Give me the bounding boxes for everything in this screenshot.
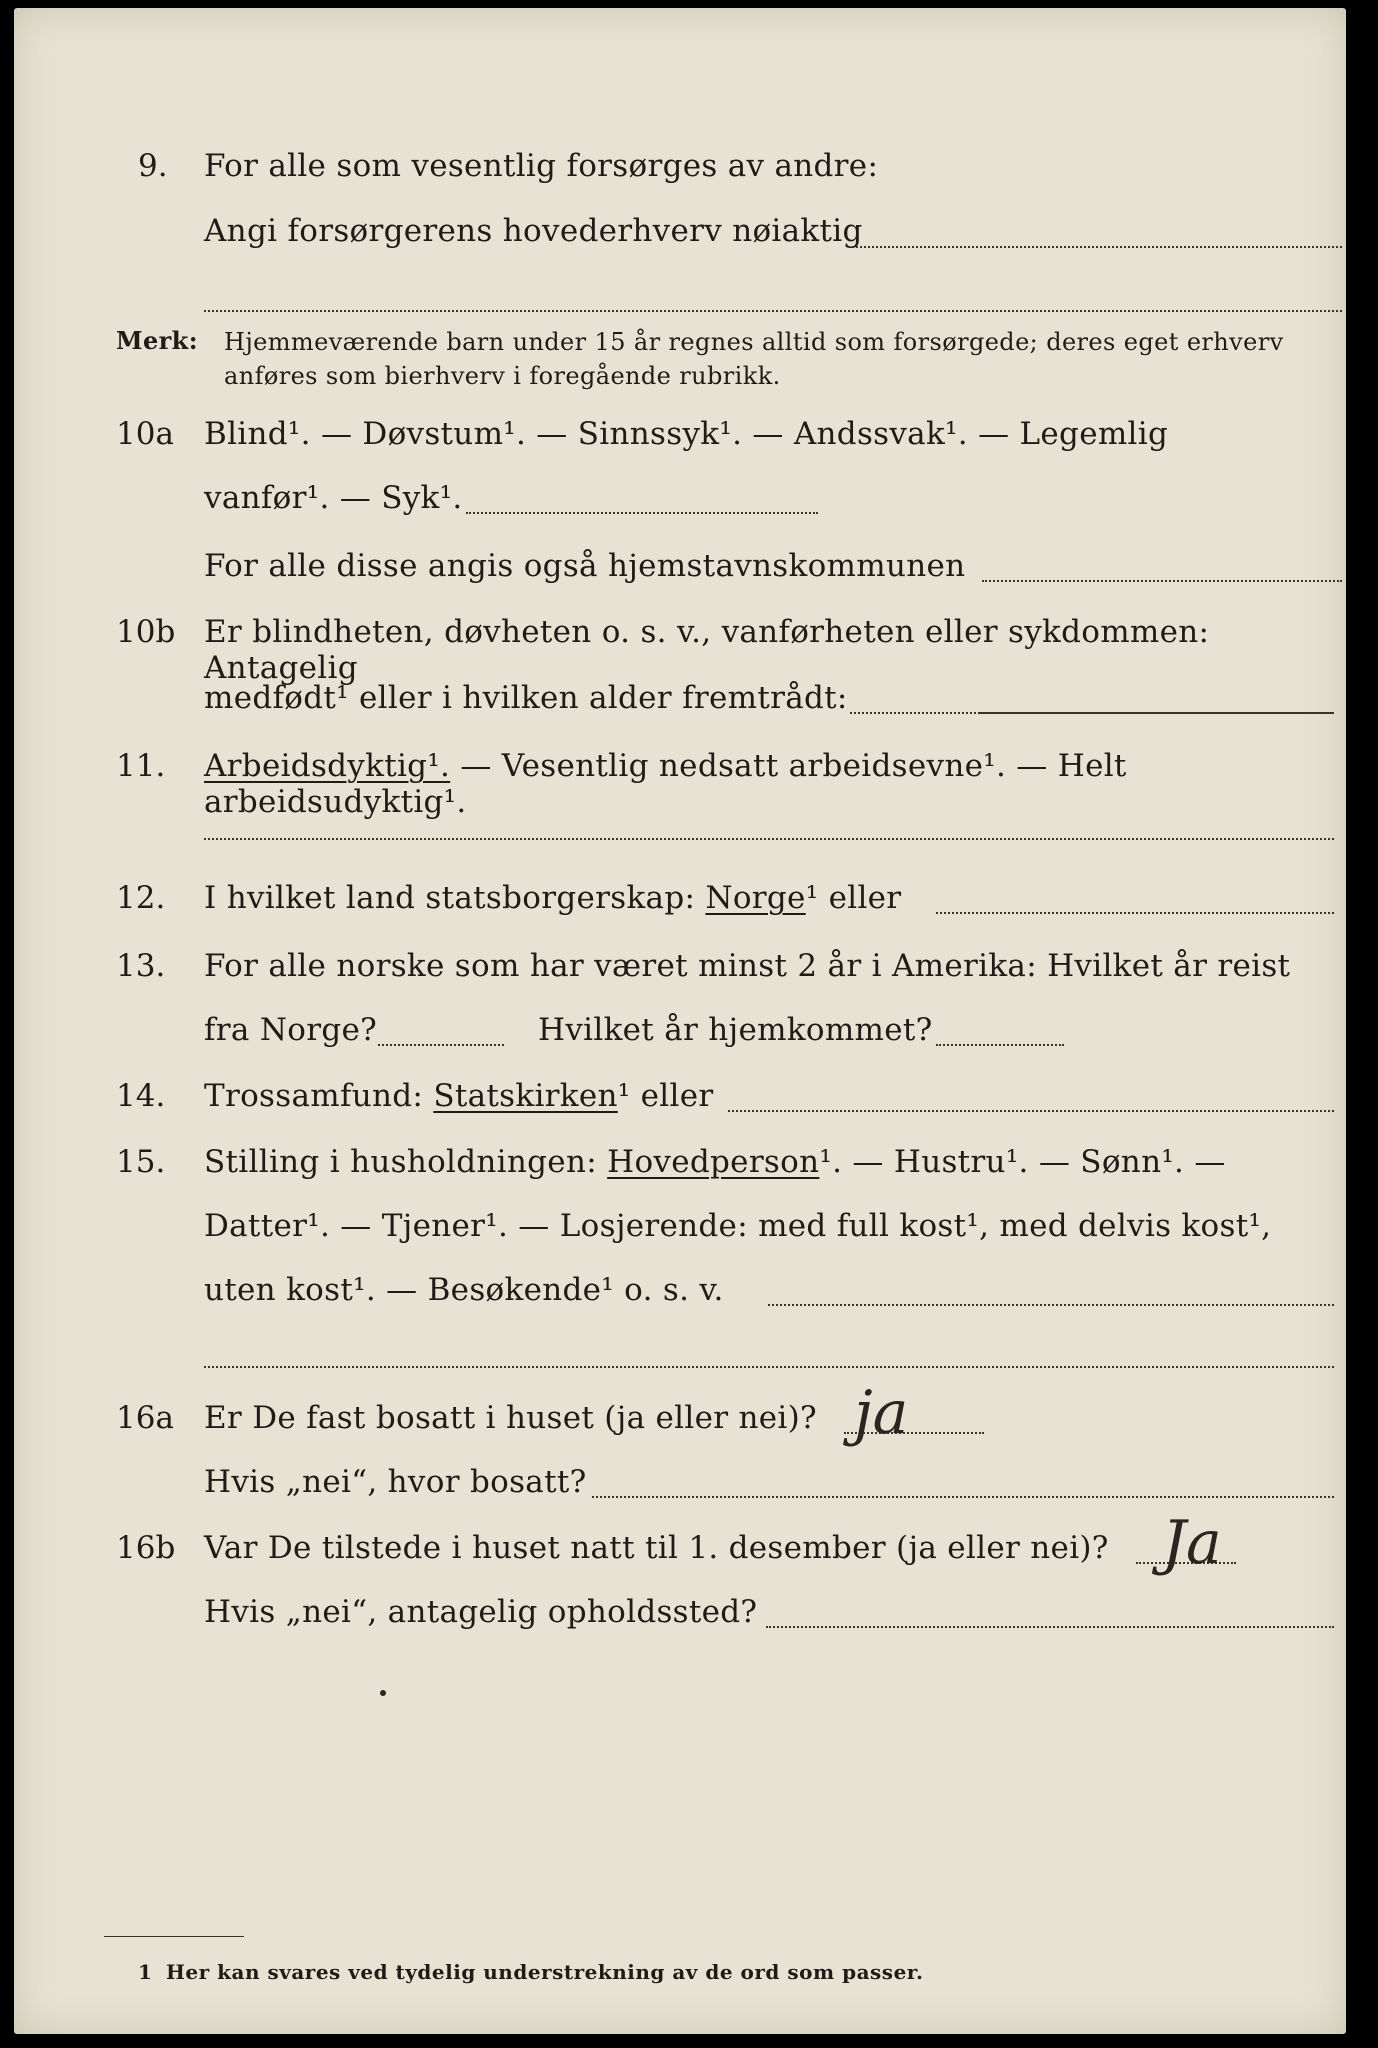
- q15-answer-line[interactable]: [768, 1304, 1334, 1306]
- q13-number: 13.: [116, 948, 166, 984]
- q11-options-rest: — Vesentlig nedsatt arbeidsevne¹. — Helt arbeidsudyktig¹.: [204, 748, 1127, 820]
- q10a-question-line2: vanfør¹. — Syk¹.: [204, 480, 463, 516]
- q12-post: ¹ eller: [805, 880, 902, 916]
- merk-line1: Hjemmeværende barn under 15 år regnes alltid som forsørgede; deres eget erhverv: [224, 328, 1284, 356]
- q14-pre: Trossamfund:: [204, 1078, 434, 1114]
- q15-answer-line-2[interactable]: [204, 1366, 1334, 1368]
- q10a-number: 10a: [116, 416, 174, 452]
- q15-question-line2: Datter¹. — Tjener¹. — Losjerende: med full kost¹, med delvis kost¹,: [204, 1208, 1272, 1244]
- q14-option-statskirken[interactable]: Statskirken: [433, 1078, 618, 1114]
- q15-line1-pre: Stilling i husholdningen:: [204, 1144, 608, 1180]
- q12-pre: I hvilket land statsborgerskap:: [204, 880, 706, 916]
- merk-label: Merk:: [116, 326, 198, 355]
- q16a-question-line1: Er De fast bosatt i huset (ja eller nei)?: [204, 1400, 817, 1436]
- q14-answer-line[interactable]: [728, 1110, 1334, 1112]
- q10b-answer-line[interactable]: [980, 712, 1334, 714]
- q9-answer-line-2[interactable]: [204, 310, 1342, 312]
- q13-reist-answer-line[interactable]: [378, 1044, 504, 1046]
- q16b-handwritten-answer: Ja: [1162, 1508, 1222, 1578]
- q15-number: 15.: [116, 1144, 166, 1180]
- q9-question-line2: Angi forsørgerens hovederhverv nøiaktig: [204, 213, 863, 249]
- q11-number: 11.: [116, 748, 166, 784]
- q13-hjemkommet-answer-line[interactable]: [936, 1044, 1064, 1046]
- q9-number: 9.: [138, 148, 168, 184]
- merk-line2: anføres som bierhverv i foregående rubrikk.: [224, 362, 781, 390]
- q16b-question-line2: Hvis „nei“, antagelig opholdssted?: [204, 1594, 758, 1630]
- q10a-hjemstavn-line[interactable]: [982, 580, 1342, 582]
- q11-option-arbeidsdyktig[interactable]: Arbeidsdyktig¹.: [204, 748, 451, 784]
- q13-question-line1: For alle norske som har været minst 2 år i Amerika: Hvilket år reist: [204, 948, 1291, 984]
- q16a-handwritten-answer: ja: [854, 1378, 909, 1448]
- q10a-answer-line[interactable]: [466, 512, 818, 514]
- paper-sheet: [14, 8, 1346, 2034]
- q15-question-line1: [204, 1144, 1226, 1180]
- footnote-text: Her kan svares ved tydelig understrekning av de ord som passer.: [166, 1960, 924, 1984]
- q10a-question-line1: Blind¹. — Døvstum¹. — Sinnssyk¹. — Andssvak¹. — Legemlig: [204, 416, 1169, 452]
- q10b-question-line1: Er blindheten, døvheten o. s. v., vanførheten eller sykdommen: Antagelig: [204, 614, 1210, 686]
- q16b-question-line1: Var De tilstede i huset natt til 1. desember (ja eller nei)?: [204, 1530, 1109, 1566]
- q12-question: [204, 880, 901, 916]
- q9-question-line1: For alle som vesentlig forsørges av andre:: [204, 148, 879, 184]
- q14-post: ¹ eller: [617, 1078, 714, 1114]
- q15-option-hovedperson[interactable]: Hovedperson: [607, 1144, 820, 1180]
- q13-question-line2b: Hvilket år hjemkommet?: [538, 1012, 933, 1048]
- footnote-rule: [104, 1936, 244, 1937]
- q16a-question-line2: Hvis „nei“, hvor bosatt?: [204, 1464, 587, 1500]
- q10a-question-line3: For alle disse angis også hjemstavnskommunen: [204, 548, 966, 584]
- q13-question-line2a: fra Norge?: [204, 1012, 378, 1048]
- q16b-opholdssted-answer-line[interactable]: [766, 1626, 1334, 1628]
- q12-option-norge[interactable]: Norge: [705, 880, 806, 916]
- q14-question: [204, 1078, 714, 1114]
- q10b-question-line2: medfødt¹ eller i hvilken alder fremtrådt:: [204, 680, 848, 716]
- q12-answer-line[interactable]: [936, 912, 1334, 914]
- q16a-bosatt-answer-line[interactable]: [592, 1496, 1334, 1498]
- q16b-number: 16b: [116, 1530, 176, 1566]
- q14-number: 14.: [116, 1078, 166, 1114]
- q15-question-line3: uten kost¹. — Besøkende¹ o. s. v.: [204, 1272, 724, 1308]
- q16a-number: 16a: [116, 1400, 174, 1436]
- q10b-number: 10b: [116, 614, 176, 650]
- q11-answer-line[interactable]: [204, 838, 1334, 840]
- q12-number: 12.: [116, 880, 166, 916]
- stray-ink-dot: [380, 1690, 386, 1696]
- q9-answer-line[interactable]: [852, 246, 1342, 248]
- q11-question: [204, 748, 1346, 820]
- footnote-mark: 1: [138, 1960, 153, 1984]
- q15-line1-post: ¹. — Hustru¹. — Sønn¹. —: [819, 1144, 1226, 1180]
- q10b-answer-dots[interactable]: [850, 712, 980, 714]
